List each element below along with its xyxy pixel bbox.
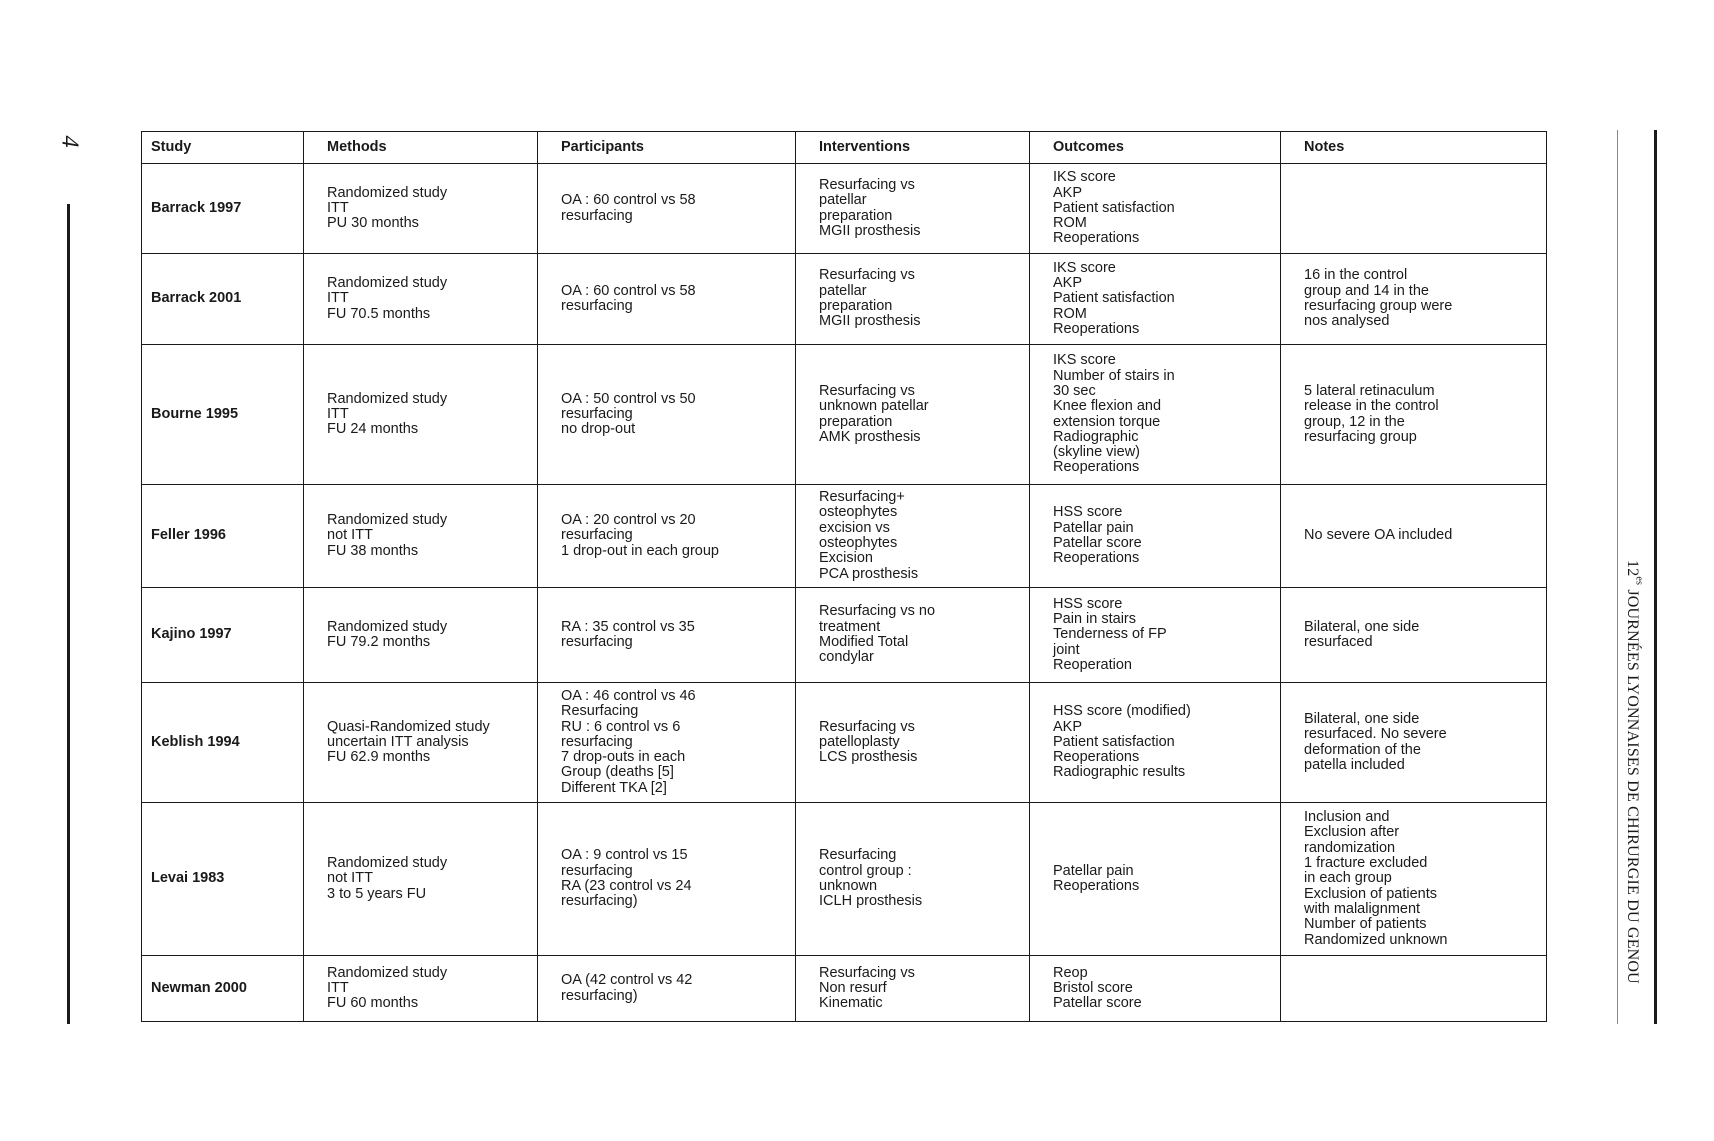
table-row <box>142 164 1547 254</box>
cell-participants: OA : 9 control vs 15 resurfacing RA (23 control vs 24 resurfacing) <box>538 803 796 956</box>
cell-study: Bourne 1995 <box>142 345 304 485</box>
cell-participants: OA : 60 control vs 58 resurfacing <box>538 254 796 345</box>
cell-interventions: Resurfacing vs unknown patellar preparation AMK prosthesis <box>796 345 1030 485</box>
left-margin-rule <box>67 204 70 1024</box>
cell-outcomes: IKS score AKP Patient satisfaction ROM Reoperations <box>1030 164 1281 254</box>
header-outcomes: Outcomes <box>1030 132 1281 164</box>
cell-methods: Randomized study ITT FU 70.5 months <box>304 254 538 345</box>
page-number: 4 <box>56 135 83 148</box>
running-head <box>1623 560 1644 984</box>
cell-outcomes: HSS score Pain in stairs Tenderness of FP joint Reoperation <box>1030 588 1281 683</box>
running-head-ordinal: 12 <box>1624 560 1641 577</box>
cell-study: Newman 2000 <box>142 956 304 1022</box>
cell-methods: Randomized study not ITT 3 to 5 years FU <box>304 803 538 956</box>
cell-interventions: Resurfacing control group : unknown ICLH prosthesis <box>796 803 1030 956</box>
cell-participants: OA : 46 control vs 46 Resurfacing RU : 6 control vs 6 resurfacing 7 drop-outs in each Group (deaths [5] Different TKA [2] <box>538 683 796 803</box>
cell-interventions: Resurfacing vs patellar preparation MGII prosthesis <box>796 254 1030 345</box>
cell-interventions: Resurfacing vs Non resurf Kinematic <box>796 956 1030 1022</box>
table-header-row <box>142 132 1547 164</box>
cell-notes: Inclusion and Exclusion after randomization 1 fracture excluded in each group Exclusion of patients with malalignment Number of patients Randomized unknown <box>1281 803 1547 956</box>
cell-interventions: Resurfacing+ osteophytes excision vs osteophytes Excision PCA prosthesis <box>796 485 1030 588</box>
cell-notes: 5 lateral retinaculum release in the control group, 12 in the resurfacing group <box>1281 345 1547 485</box>
cell-outcomes: Reop Bristol score Patellar score <box>1030 956 1281 1022</box>
cell-methods: Randomized study not ITT FU 38 months <box>304 485 538 588</box>
cell-study: Barrack 2001 <box>142 254 304 345</box>
header-methods: Methods <box>304 132 538 164</box>
running-head-ordinal-suffix: es <box>1633 576 1645 586</box>
cell-notes: 16 in the control group and 14 in the resurfacing group were nos analysed <box>1281 254 1547 345</box>
cell-study: Feller 1996 <box>142 485 304 588</box>
cell-interventions: Resurfacing vs no treatment Modified Total condylar <box>796 588 1030 683</box>
right-margin-rule <box>1654 130 1657 1024</box>
table-row <box>142 254 1547 345</box>
trials-table <box>141 131 1547 1022</box>
header-participants: Participants <box>538 132 796 164</box>
table-row <box>142 588 1547 683</box>
cell-participants: RA : 35 control vs 35 resurfacing <box>538 588 796 683</box>
table-row <box>142 683 1547 803</box>
cell-interventions: Resurfacing vs patelloplasty LCS prosthesis <box>796 683 1030 803</box>
cell-methods: Randomized study ITT FU 60 months <box>304 956 538 1022</box>
cell-notes <box>1281 164 1547 254</box>
table-row <box>142 485 1547 588</box>
header-interventions: Interventions <box>796 132 1030 164</box>
cell-study: Barrack 1997 <box>142 164 304 254</box>
running-head-title: JOURNÉES LYONNAISES DE CHIRURGIE DU GENOU <box>1624 585 1641 984</box>
header-study: Study <box>142 132 304 164</box>
cell-notes <box>1281 956 1547 1022</box>
table-row <box>142 803 1547 956</box>
cell-participants: OA : 20 control vs 20 resurfacing 1 drop-out in each group <box>538 485 796 588</box>
header-notes: Notes <box>1281 132 1547 164</box>
cell-notes: Bilateral, one side resurfaced <box>1281 588 1547 683</box>
cell-study: Keblish 1994 <box>142 683 304 803</box>
cell-participants: OA (42 control vs 42 resurfacing) <box>538 956 796 1022</box>
cell-methods: Randomized study ITT PU 30 months <box>304 164 538 254</box>
cell-notes: Bilateral, one side resurfaced. No severe deformation of the patella included <box>1281 683 1547 803</box>
table-row <box>142 956 1547 1022</box>
cell-notes: No severe OA included <box>1281 485 1547 588</box>
cell-methods: Quasi-Randomized study uncertain ITT analysis FU 62.9 months <box>304 683 538 803</box>
cell-participants: OA : 60 control vs 58 resurfacing <box>538 164 796 254</box>
table-row <box>142 345 1547 485</box>
cell-outcomes: HSS score (modified) AKP Patient satisfaction Reoperations Radiographic results <box>1030 683 1281 803</box>
running-head-rule <box>1617 130 1618 1024</box>
cell-outcomes: HSS score Patellar pain Patellar score Reoperations <box>1030 485 1281 588</box>
cell-methods: Randomized study ITT FU 24 months <box>304 345 538 485</box>
cell-interventions: Resurfacing vs patellar preparation MGII prosthesis <box>796 164 1030 254</box>
cell-outcomes: IKS score Number of stairs in 30 sec Knee flexion and extension torque Radiographic (skyline view) Reoperations <box>1030 345 1281 485</box>
cell-participants: OA : 50 control vs 50 resurfacing no drop-out <box>538 345 796 485</box>
cell-outcomes: Patellar pain Reoperations <box>1030 803 1281 956</box>
cell-outcomes: IKS score AKP Patient satisfaction ROM Reoperations <box>1030 254 1281 345</box>
cell-methods: Randomized study FU 79.2 months <box>304 588 538 683</box>
cell-study: Levai 1983 <box>142 803 304 956</box>
cell-study: Kajino 1997 <box>142 588 304 683</box>
